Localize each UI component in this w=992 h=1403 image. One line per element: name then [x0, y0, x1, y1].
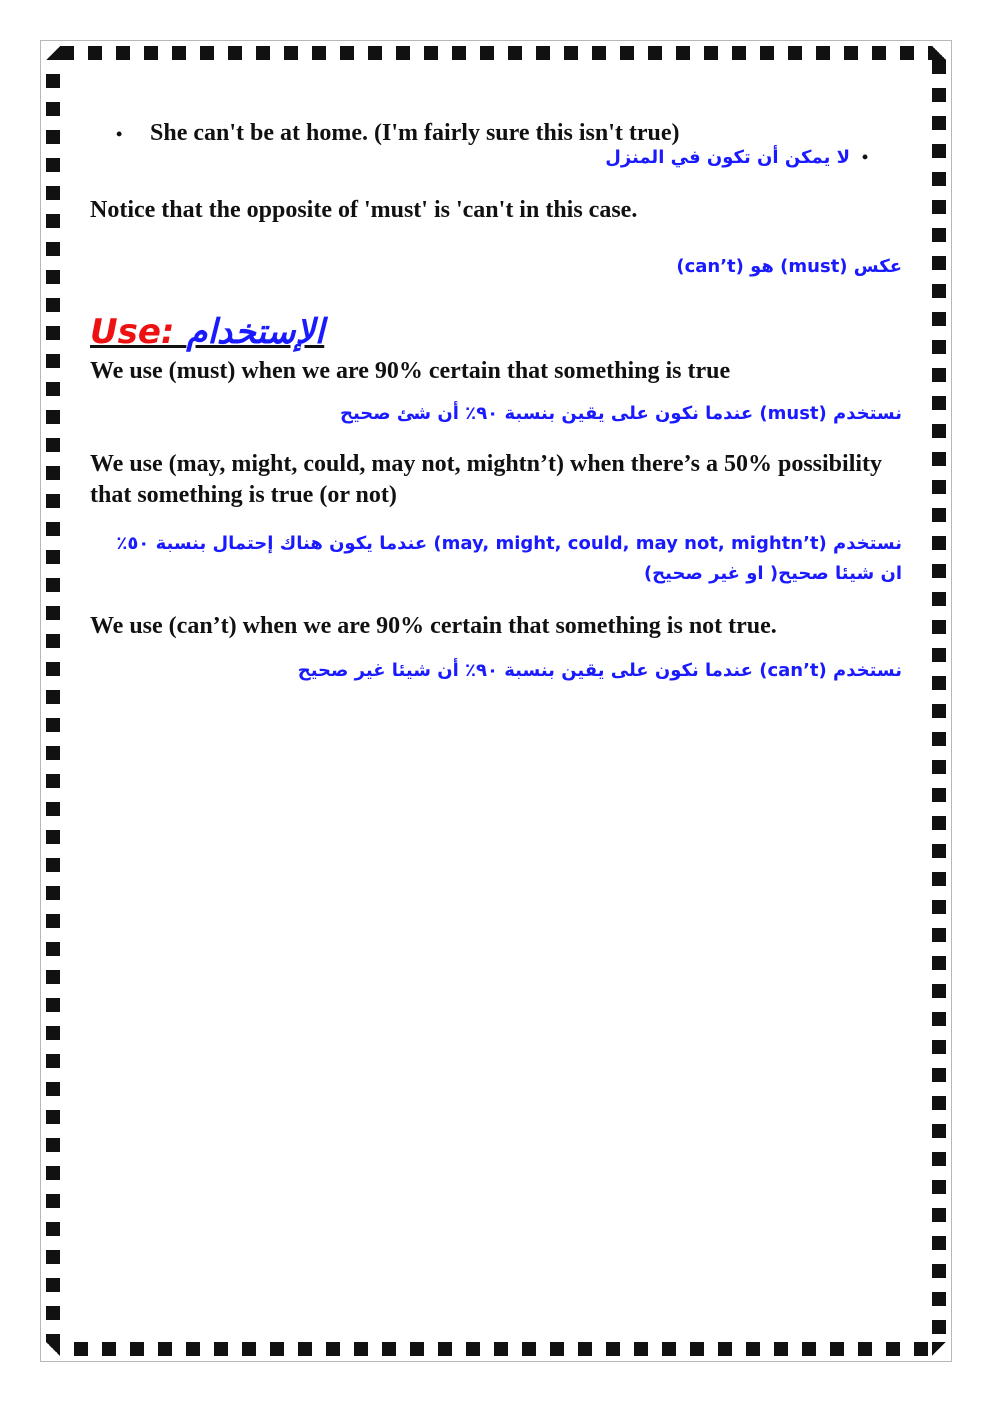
border-left	[46, 60, 60, 1342]
border-right	[932, 60, 946, 1342]
rule-may: We use (may, might, could, may not, mightn’t) when there’s a 50% possibility that something is true (or not)	[90, 451, 883, 508]
border-bottom	[60, 1342, 932, 1356]
document-body	[90, 118, 902, 686]
rule-cant: We use (can’t) when we are 90% certain that something is not true.	[90, 613, 777, 639]
border-corner-top-left	[46, 46, 60, 60]
border-corner-bottom-left	[46, 1342, 60, 1356]
rule-cant-arabic: نستخدم (can’t) عندما نكون على يقين بنسبة ٩٠٪ أن شيئا غير صحيح	[297, 660, 902, 681]
rule-may-arabic: نستخدم (may, might, could, may not, mightn’t) عندما يكون هناك إحتمال بنسبة ٥٠٪ ان شيئا صحيح( او غير صحيح)	[116, 533, 902, 584]
bullet-icon: •	[116, 124, 123, 144]
bullet-icon: •	[861, 147, 869, 167]
section-heading	[90, 310, 902, 354]
heading-english: Use:	[90, 312, 175, 352]
notice-arabic: عكس (must) هو (can’t)	[676, 256, 902, 277]
heading-arabic: الإستخدام	[186, 312, 325, 352]
border-top	[60, 46, 932, 60]
rule-must-arabic: نستخدم (must) عندما نكون على يقين بنسبة ٩٠٪ أن شئ صحيح	[339, 403, 902, 424]
notice-text: Notice that the opposite of 'must' is 'can't in this case.	[90, 197, 638, 223]
rule-must: We use (must) when we are 90% certain that something is true	[90, 358, 731, 384]
bullet-text: She can't be at home. (I'm fairly sure this isn't true)	[150, 120, 680, 146]
border-corner-top-right	[932, 46, 946, 60]
bullet-text: لا يمكن أن تكون في المنزل	[605, 147, 850, 168]
border-corner-bottom-right	[932, 1342, 946, 1356]
